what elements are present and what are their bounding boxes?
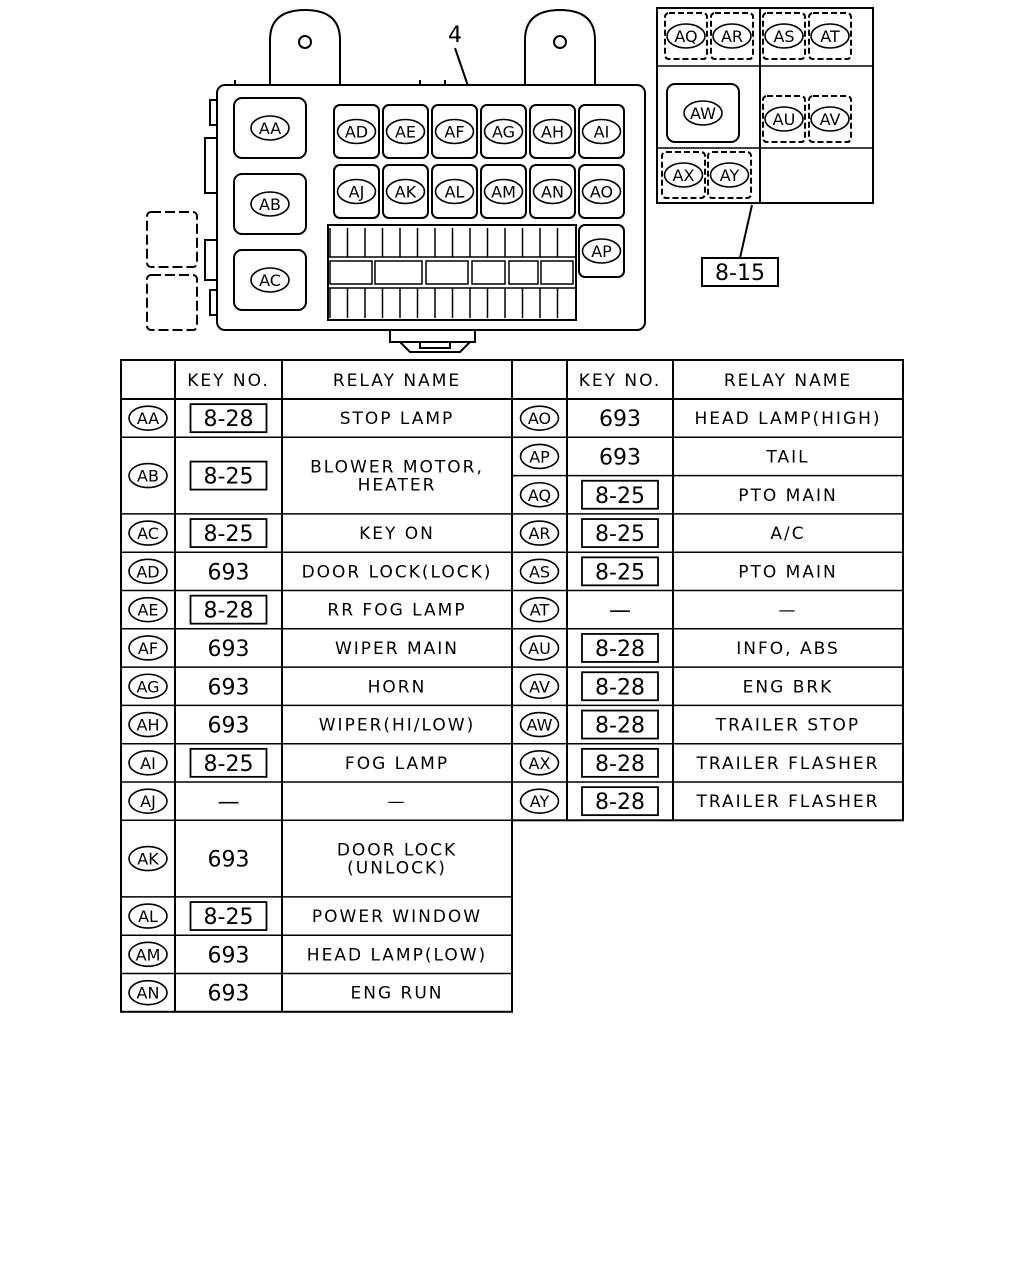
key-no: 693 xyxy=(207,675,250,701)
table-row xyxy=(121,404,512,437)
relay-name: WIPER(HI/LOW) xyxy=(318,715,476,736)
relay-name: — xyxy=(778,600,798,621)
relay-id-label: AK xyxy=(394,182,417,202)
fuse-cell xyxy=(509,261,538,284)
table-row xyxy=(121,841,512,897)
sub-box-relay-slots xyxy=(662,13,851,198)
table-row xyxy=(129,981,444,1007)
relay-slot-af xyxy=(432,105,477,158)
relay-name: INFO, ABS xyxy=(736,638,840,659)
key-no: 8-25 xyxy=(595,522,645,548)
key-no: 8-25 xyxy=(595,483,645,509)
table-row xyxy=(121,749,512,782)
key-no: 693 xyxy=(599,445,641,471)
relay-id-label: AM xyxy=(491,182,516,202)
key-no: 8-28 xyxy=(595,675,645,701)
table-row xyxy=(121,596,512,629)
table-row xyxy=(121,636,512,667)
header-relay-name: RELAY NAME xyxy=(332,371,462,391)
table-row xyxy=(121,674,512,705)
relay-slot-aj xyxy=(334,165,379,218)
relay-name: RR FOG LAMP xyxy=(327,600,467,621)
relay-id-label: AT xyxy=(820,27,840,46)
table-row xyxy=(121,713,512,744)
relay-id-label: AQ xyxy=(674,27,698,46)
relay-name: TRAILER FLASHER xyxy=(696,792,880,813)
fuse-cell xyxy=(330,261,372,284)
relay-id: AT xyxy=(529,600,550,620)
relay-slot-aw xyxy=(667,84,739,142)
sub-box-leader xyxy=(740,205,752,258)
relay-name: PTO MAIN xyxy=(738,562,838,583)
table-row xyxy=(512,634,903,667)
relay-slot-an xyxy=(530,165,575,218)
relay-id-label: AO xyxy=(589,182,614,202)
relay-table-left xyxy=(121,360,512,1012)
relay-slot-al xyxy=(432,165,477,218)
relay-id-label: AN xyxy=(541,182,564,202)
relay-name: (UNLOCK) xyxy=(347,858,447,879)
relay-id-label: AB xyxy=(259,195,281,214)
key-no: 693 xyxy=(599,407,641,433)
table-row xyxy=(121,902,512,935)
relay-id-label: AV xyxy=(819,110,841,129)
relay-slot-ap xyxy=(579,225,624,277)
relay-id: AE xyxy=(137,600,159,620)
relay-id: AJ xyxy=(140,792,156,812)
relay-slot-as xyxy=(763,13,805,59)
relay-id: AB xyxy=(137,466,159,486)
main-box-relay-slots xyxy=(234,98,624,310)
relay-id-label: AC xyxy=(259,271,281,290)
table-row xyxy=(121,519,512,552)
relay-name: ENG BRK xyxy=(742,677,834,698)
table-row xyxy=(512,406,903,437)
relay-slot-ah xyxy=(530,105,575,158)
relay-slot-am xyxy=(481,165,526,218)
relay-id: AI xyxy=(140,753,156,773)
relay-id: AU xyxy=(528,638,551,658)
relay-id-label: AH xyxy=(541,122,564,142)
table-row xyxy=(512,557,903,590)
relay-name: DOOR LOCK xyxy=(336,840,458,861)
relay-id-label: AG xyxy=(491,122,516,142)
key-no: 693 xyxy=(207,713,250,739)
relay-id: AH xyxy=(136,715,160,735)
key-no: 693 xyxy=(207,560,250,586)
relay-slot-ao xyxy=(579,165,624,218)
relay-id: AG xyxy=(136,677,160,697)
relay-name: PTO MAIN xyxy=(738,485,838,506)
relay-id-label: AD xyxy=(344,122,369,142)
relay-id-label: AP xyxy=(591,242,612,261)
relay-name: HEAD LAMP(HIGH) xyxy=(694,409,882,430)
table-row xyxy=(512,481,903,514)
relay-name: A/C xyxy=(770,524,806,545)
relay-id-label: AS xyxy=(773,27,795,46)
relay-slot-at xyxy=(809,13,851,59)
table-row xyxy=(512,749,903,782)
fuse-cell xyxy=(375,261,422,284)
relay-name: TAIL xyxy=(766,447,810,468)
relay-id-label: AL xyxy=(444,182,465,202)
relay-id-label: AE xyxy=(394,122,417,142)
relay-name: ENG RUN xyxy=(350,983,444,1004)
relay-slot-av xyxy=(809,96,851,142)
relay-name: KEY ON xyxy=(359,524,435,545)
key-no: 8-28 xyxy=(203,598,254,624)
relay-slot-ab xyxy=(234,174,306,234)
key-no: 693 xyxy=(207,981,250,1007)
relay-name: BLOWER MOTOR, xyxy=(310,457,484,478)
relay-name: HEAD LAMP(LOW) xyxy=(306,945,488,966)
relay-id: AQ xyxy=(527,485,552,505)
table-row xyxy=(121,458,512,514)
table-row xyxy=(521,787,880,815)
relay-slot-ax xyxy=(662,152,705,198)
relay-id: AA xyxy=(136,409,160,429)
relay-slot-aa xyxy=(234,98,306,158)
relay-slot-ak xyxy=(383,165,428,218)
table-row xyxy=(512,672,903,705)
key-no: 8-28 xyxy=(203,407,254,433)
relay-id: AM xyxy=(135,945,161,965)
table-row xyxy=(121,942,512,973)
relay-id-label: AW xyxy=(690,104,716,123)
key-no: 693 xyxy=(207,636,250,662)
fuse-cell xyxy=(472,261,505,284)
relay-id: AN xyxy=(136,983,160,1003)
relay-slot-ac xyxy=(234,250,306,310)
key-no: 8-28 xyxy=(595,751,645,777)
relay-name: DOOR LOCK(LOCK) xyxy=(301,562,493,583)
key-no: 8-28 xyxy=(595,790,645,816)
part-number-leader xyxy=(455,48,468,86)
key-no: 8-25 xyxy=(203,751,254,777)
relay-name: POWER WINDOW xyxy=(311,907,483,928)
relay-id: AV xyxy=(529,677,550,697)
relay-id: AS xyxy=(528,562,551,582)
relay-slot-ae xyxy=(383,105,428,158)
key-no: 693 xyxy=(207,943,250,969)
relay-id: AK xyxy=(137,849,159,869)
relay-id: AO xyxy=(527,409,552,429)
key-no: 693 xyxy=(207,847,250,873)
relay-id: AP xyxy=(529,447,550,467)
relay-id-label: AI xyxy=(593,122,610,142)
relay-name: TRAILER FLASHER xyxy=(696,753,880,774)
relay-id-label: AR xyxy=(720,27,744,46)
key-no: — xyxy=(609,598,631,624)
fuse-cell xyxy=(426,261,468,284)
relay-id: AX xyxy=(528,753,551,773)
table-row xyxy=(512,711,903,744)
relay-id-label: AY xyxy=(719,166,740,185)
relay-id-label: AU xyxy=(772,110,796,129)
table-row xyxy=(512,519,903,552)
relay-slot-ay xyxy=(708,152,751,198)
sub-box-key: 8-15 xyxy=(715,261,765,286)
relay-id-label: AJ xyxy=(348,182,365,202)
header-key-no: KEY NO. xyxy=(578,371,662,391)
relay-slot-ag xyxy=(481,105,526,158)
relay-slot-ai xyxy=(579,105,624,158)
key-no: — xyxy=(217,790,240,816)
table-row xyxy=(512,598,903,629)
fuse-cell xyxy=(541,261,573,284)
relay-name: STOP LAMP xyxy=(339,409,455,430)
key-no: 8-25 xyxy=(203,522,254,548)
table-row xyxy=(121,559,512,590)
relay-id: AW xyxy=(526,715,553,735)
relay-name: FOG LAMP xyxy=(344,753,450,774)
relay-slot-aq xyxy=(665,13,707,59)
header-relay-name: RELAY NAME xyxy=(723,371,853,391)
relay-id: AR xyxy=(528,524,551,544)
relay-slot-ad xyxy=(334,105,379,158)
relay-slot-au xyxy=(763,96,805,142)
key-no: 8-25 xyxy=(203,464,254,490)
relay-id-label: AF xyxy=(444,122,465,142)
relay-id-label: AA xyxy=(258,119,282,138)
relay-name: TRAILER STOP xyxy=(715,715,861,736)
relay-id-label: AX xyxy=(672,166,695,185)
relay-name: HORN xyxy=(367,677,427,698)
relay-slot-ar xyxy=(711,13,753,59)
key-no: 8-25 xyxy=(203,905,254,931)
relay-id: AY xyxy=(529,792,550,812)
header-key-no: KEY NO. xyxy=(187,371,270,391)
table-row xyxy=(121,789,512,820)
relay-name: — xyxy=(387,792,407,813)
relay-name: WIPER MAIN xyxy=(334,638,460,659)
relay-id: AD xyxy=(136,562,160,582)
relay-name: HEATER xyxy=(357,475,437,496)
relay-id: AL xyxy=(138,907,158,927)
table-row xyxy=(512,444,903,475)
key-no: 8-28 xyxy=(595,713,645,739)
key-no: 8-25 xyxy=(595,560,645,586)
part-number-callout: 4 xyxy=(448,23,462,48)
relay-id: AC xyxy=(137,524,159,544)
relay-id: AF xyxy=(137,638,159,658)
key-no: 8-28 xyxy=(595,636,645,662)
relay-table-right xyxy=(512,360,903,820)
